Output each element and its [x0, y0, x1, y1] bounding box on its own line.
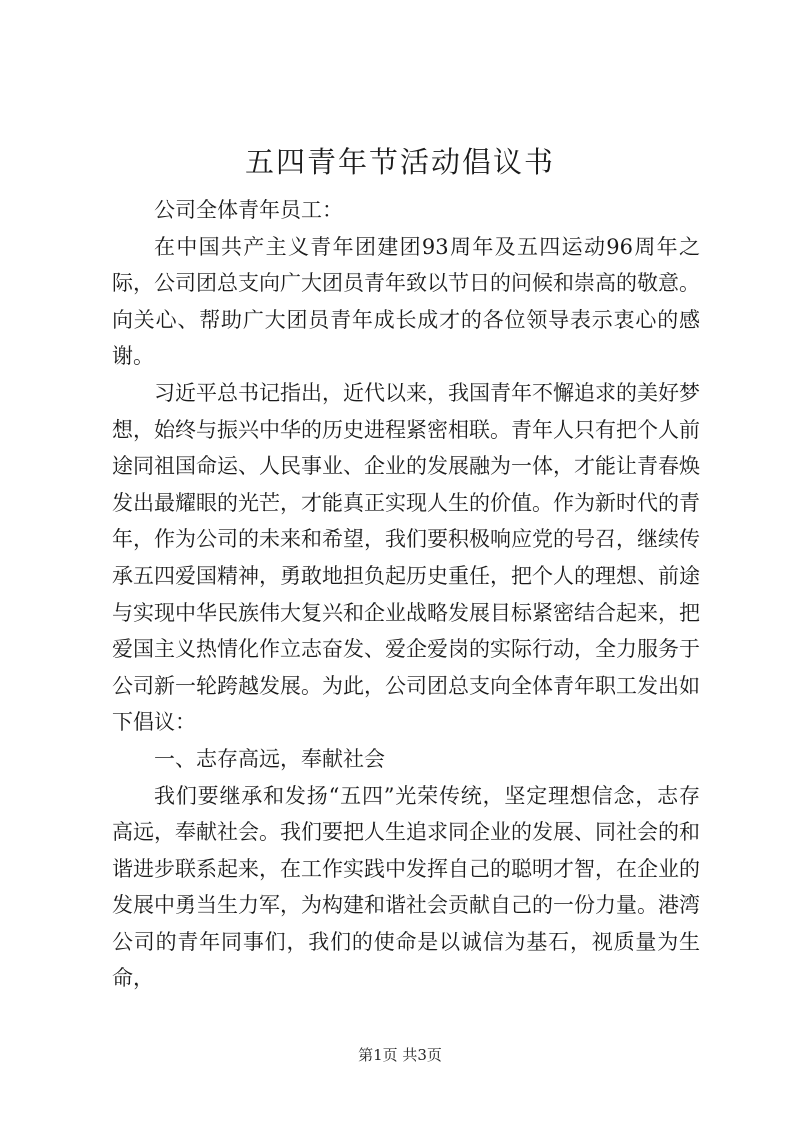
paragraph-intro: 在中国共产主义青年团建团93周年及五四运动96周年之际，公司团总支向广大团员青年致以节日的问候和崇高的敬意。向关心、帮助广大团员青年成长成才的各位领导表示衷心的感谢。 [112, 234, 700, 369]
page-number-footer: 第1页 共3页 [358, 1046, 442, 1064]
paragraph-section-1: 我们要继承和发扬“五四”光荣传统，坚定理想信念，志存高远，奉献社会。我们要把人生追求同企业的发展、同社会的和谐进步联系起来，在工作实践中发挥自己的聪明才智，在企业的发展中勇当生力军，为构建和谐社会贡献自己的一份力量。港湾公司的青年同事们，我们的使命是以诚信为基石，视质量为生命， [112, 783, 700, 991]
document-body [112, 192, 700, 997]
document-title: 五四青年节活动倡议书 [244, 145, 555, 179]
section-heading-1: 一、志存高远，奉献社会 [154, 746, 385, 771]
paragraph-xi-quote: 习近平总书记指出，近代以来，我国青年不懈追求的美好梦想，始终与振兴中华的历史进程紧密相联。青年人只有把个人前途同祖国命运、人民事业、企业的发展融为一体，才能让青春焕发出最耀眼的光芒，才能真正实现人生的价值。作为新时代的青年，作为公司的未来和希望，我们要积极响应党的号召，继续传承五四爱国精神，勇敢地担负起历史重任，把个人的理想、前途与实现中华民族伟大复兴和企业战略发展目标紧密结合起来，把爱国主义热情化作立志奋发、爱企爱岗的实际行动，全力服务于公司新一轮跨越发展。为此，公司团总支向全体青年职工发出如下倡议： [112, 380, 700, 735]
salutation: 公司全体青年员工： [154, 198, 343, 222]
